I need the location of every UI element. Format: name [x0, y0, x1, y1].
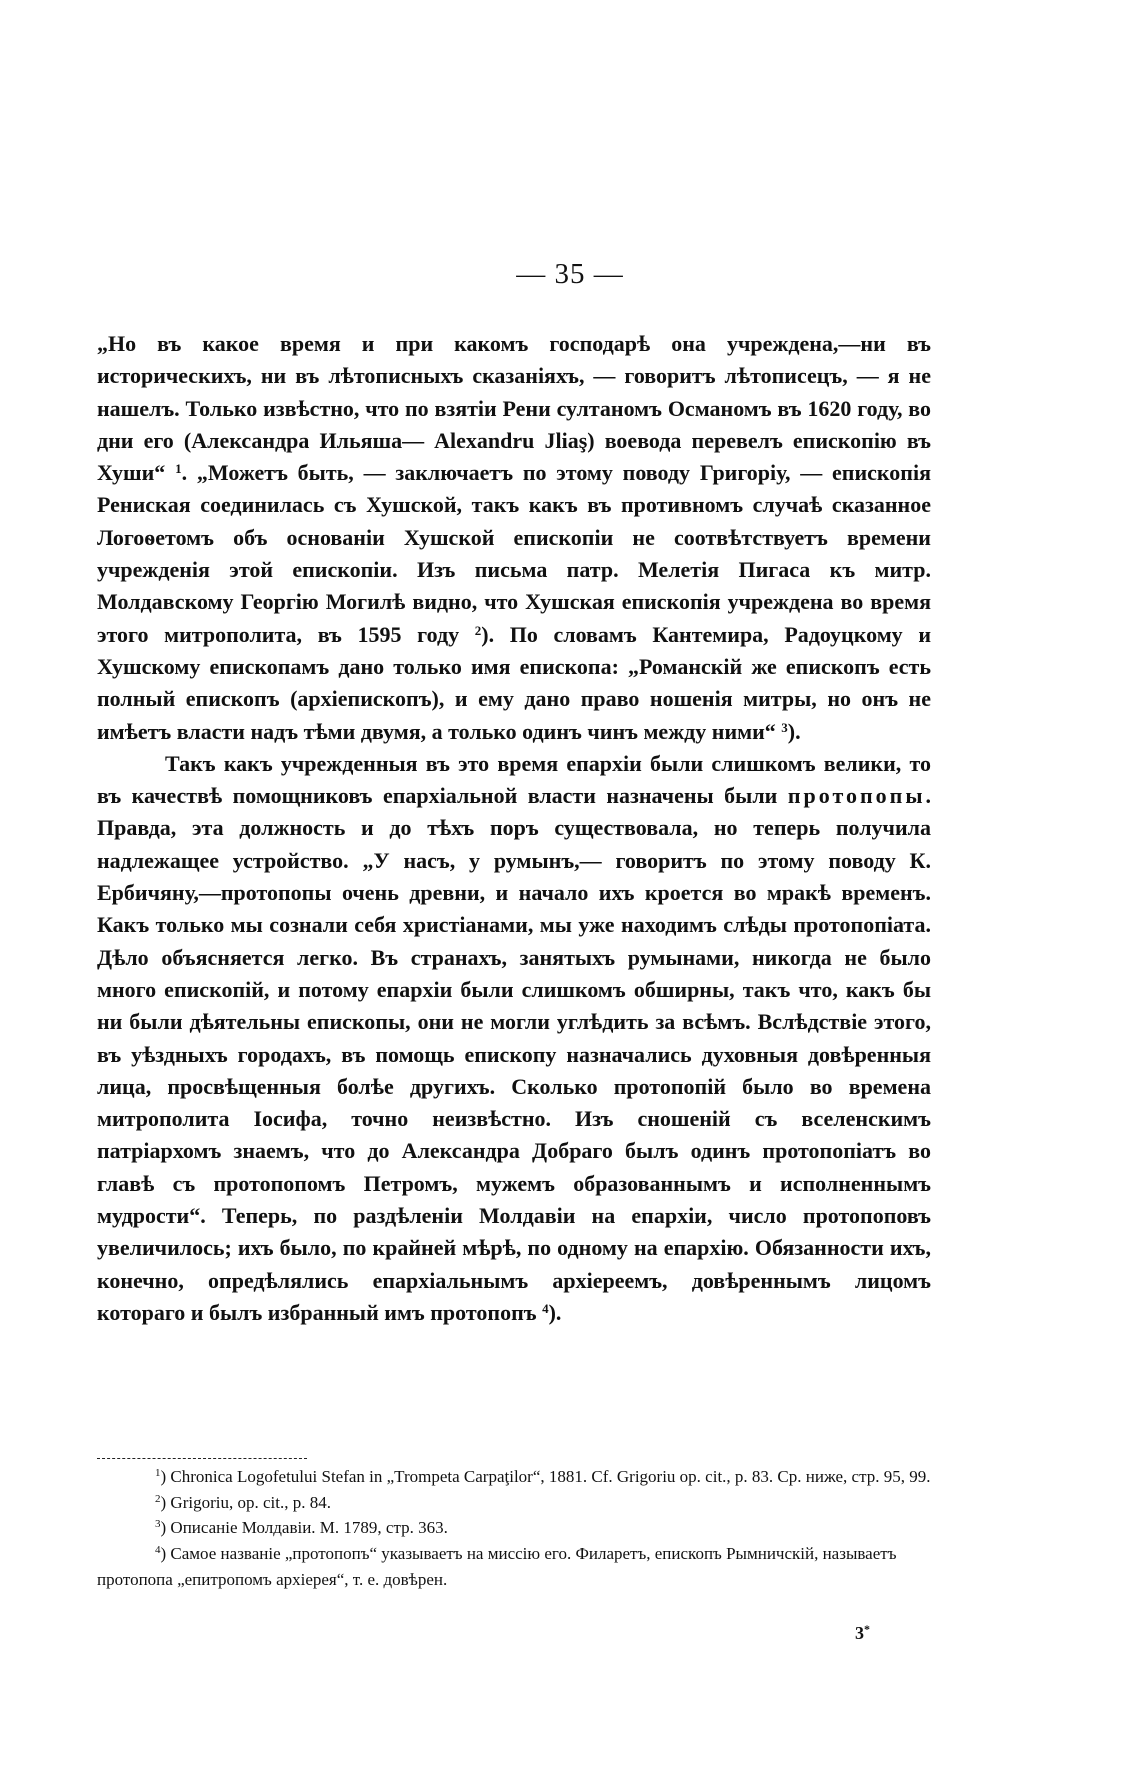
- signature-number: 3: [855, 1623, 864, 1643]
- text-run: ).: [787, 718, 801, 744]
- footnote-4: [97, 1541, 931, 1592]
- footnote-separator: [97, 1458, 307, 1459]
- page-number: — 35 —: [516, 258, 624, 290]
- footnote-ref-2: 2: [474, 622, 482, 638]
- footnote-ref-4: 4: [542, 1300, 549, 1316]
- footnote-number: 3: [155, 1518, 161, 1531]
- text-run: . „Можетъ быть, — заключаетъ по этому поводу Григоріу, — епископія Ренискaя соединилась съ Хушской, такъ какъ въ противномъ случаѣ сказанное Логоѳетомъ объ основаніи Хушской епископіи не соотвѣтствуетъ времени учрежденія этой епископіи. Изъ письма патр. Мелетія Пигаса къ митр. Молдавскому Георгію Могилѣ видно, что Хушская епископія учреждена во время этого митрополита, въ 1595 году: [97, 460, 931, 647]
- text-run: ). По словамъ Кантемира, Радоуцкому и Хушскому епископамъ дано только имя епископа: „Романскій же епископъ есть полный епископъ (архіепископъ), и ему дано право ношенія митры, но онъ не имѣетъ власти надъ тѣми двумя, а только одинъ чинъ между ними“: [97, 621, 932, 744]
- footnote-number: 4: [155, 1544, 161, 1557]
- text-run: . Правда, эта должность и до тѣхъ поръ существовала, но теперь получила надлежащее устройство. „У насъ, у румынъ,— говоритъ по этому поводу К. Ербичяну,—протопопы очень древни, и начало ихъ кроется во мракѣ временъ. Какъ только мы сознали себя христіанами, мы уже находимъ слѣды протопопіата. Дѣло объясняется легко. Въ странахъ, занятыхъ румынами, никогда не было много епископій, и потому епархіи были слишкомъ обширны, такъ что, какъ бы ни были дѣятельны епископы, они не могли углѣдить за всѣмъ. Вслѣдствіе этого, въ уѣздныхъ городахъ, въ помощь епископу назначались духовныя довѣренныя лица, просвѣщенныя болѣе другихъ. Сколько протопопій было во времена митрополита Іосифа, точно неизвѣстно. Изъ сношеній съ вселенскимъ патріархомъ знаемъ, что до Александра Добраго былъ одинъ протопопіатъ во главѣ съ протопопомъ Петромъ, мужемъ образованнымъ и исполненнымъ мудрости“. Теперь, по раздѣленіи Молдавіи на епархіи, число протопоповъ увеличилось; ихъ было, по крайней мѣрѣ, по одному на епархію. Обязанности ихъ, конечно, опредѣлялись епархіальнымъ архіереемъ, довѣреннымъ лицомъ котораго и былъ избранный имъ протопопъ: [97, 783, 931, 1325]
- text-run: Такъ какъ учрежденныя въ это время епархіи были слишкомъ велики, то въ качествѣ помощниковъ епархіальной власти назначены были: [97, 750, 931, 809]
- footnote-text: ) Самое названіе „протопопъ“ указываетъ на миссію его. Филаретъ, епископъ Рымничскій, называетъ протопопа „епитропомъ архіерея“, т. е. довѣрен.: [97, 1544, 897, 1589]
- footnote-2: [97, 1490, 931, 1516]
- footnote-ref-1: 1: [175, 461, 182, 477]
- footnote-text: ) Chronica Logofetului Stefan in „Trompeta Carpaţilor“, 1881. Cf. Grigoriu op. cit., p. 83. Ср. ниже, стр. 95, 99.: [160, 1467, 931, 1486]
- paragraph-1: [97, 328, 931, 748]
- text-run: „Но въ какое время и при какомъ господарѣ она учреждена,—ни въ историческихъ, ни въ лѣтописныхъ сказаніяхъ, — говоритъ лѣтописецъ, — я не нашелъ. Только извѣстно, что по взятіи Рени султаномъ Османомъ въ 1620 году, во дни его (Александра Ильяша— Alexandru Jliaş) воевода перевелъ епископію въ Хуши“: [97, 331, 931, 486]
- footnote-3: [97, 1515, 931, 1541]
- signature-mark: [855, 1622, 870, 1644]
- footnote-1: [97, 1464, 931, 1490]
- footnote-text: ) Описаніе Молдавіи. М. 1789, стр. 363.: [160, 1518, 448, 1538]
- footnote-number: 2: [155, 1492, 161, 1505]
- footnote-number: 1: [155, 1467, 161, 1479]
- emphasized-term: протопопы: [787, 783, 926, 809]
- paragraph-2: [97, 748, 931, 1329]
- footnote-ref-3: 3: [781, 719, 788, 735]
- signature-star: *: [864, 1622, 870, 1636]
- footnotes: [97, 1464, 931, 1593]
- text-run: ).: [548, 1299, 562, 1325]
- footnote-text: ) Grigoriu, op. cit., p. 84.: [160, 1492, 331, 1512]
- main-text: [97, 328, 931, 1329]
